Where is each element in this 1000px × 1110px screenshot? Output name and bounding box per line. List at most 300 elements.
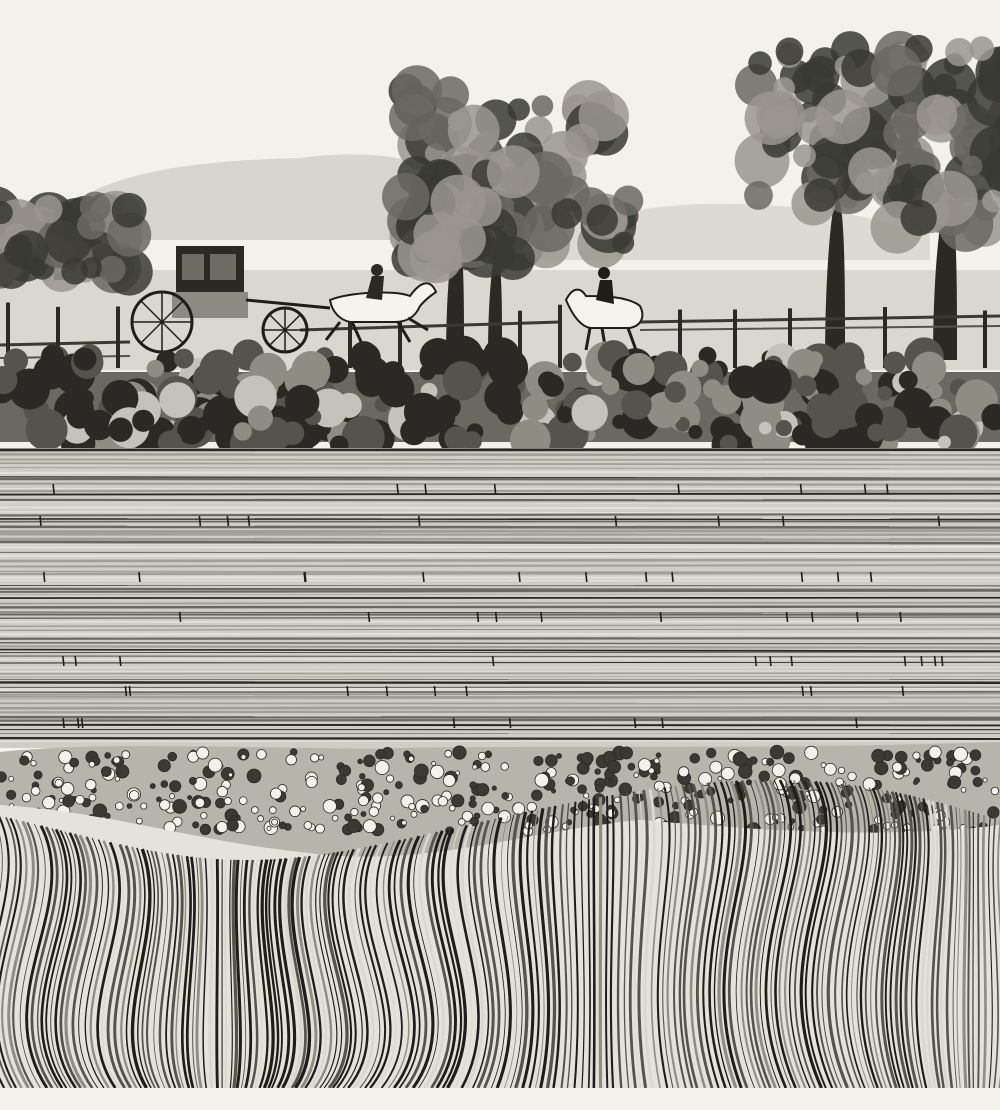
hedge-bush <box>108 418 132 442</box>
pebble <box>838 767 845 774</box>
strata-line <box>0 717 1000 718</box>
pebble <box>358 759 363 764</box>
hedge-bush <box>557 406 574 423</box>
foliage-clump <box>745 91 799 145</box>
pebble <box>115 802 123 810</box>
foliage-clump <box>900 200 936 236</box>
pebble <box>43 796 55 808</box>
strata-line <box>0 494 1000 495</box>
pebble <box>195 798 205 808</box>
strata-joint <box>510 718 511 728</box>
pebble <box>443 774 455 786</box>
pebble <box>241 754 246 759</box>
pebble <box>141 803 147 809</box>
pebble <box>358 784 365 791</box>
hedge-bush <box>776 420 792 436</box>
pebble <box>160 800 170 810</box>
pebble <box>347 819 360 832</box>
strata-joint <box>802 686 803 696</box>
hedge-bush <box>571 394 607 430</box>
foliage-clump <box>744 181 773 210</box>
pebble <box>983 778 987 782</box>
hedge-bush <box>623 391 652 420</box>
pebble <box>783 753 794 764</box>
strata-joint <box>938 516 939 526</box>
foliage-clump <box>848 147 894 193</box>
pebble <box>973 777 982 786</box>
hedge-bush <box>337 393 362 418</box>
strata-joint <box>466 686 467 696</box>
strata-joint <box>454 718 455 728</box>
pebble <box>129 791 139 801</box>
pebble <box>595 784 603 792</box>
hedge-bush <box>422 399 442 419</box>
pebble <box>311 754 319 762</box>
pebble <box>656 769 661 774</box>
pebble <box>257 816 263 822</box>
strata-joint <box>887 484 888 494</box>
pebble <box>608 779 612 783</box>
pebble <box>432 761 436 765</box>
pebble <box>189 777 196 784</box>
pebble <box>247 769 261 783</box>
pebble <box>75 795 84 804</box>
pebble <box>482 802 495 815</box>
pebble <box>170 794 175 799</box>
pebble <box>929 746 941 758</box>
foliage-clump <box>962 155 983 176</box>
pebble <box>458 819 465 826</box>
pebble <box>34 771 42 779</box>
strata-joint <box>755 656 756 666</box>
hedge-bush <box>877 386 892 401</box>
pebble <box>20 756 29 765</box>
hedge-bush <box>538 371 557 390</box>
strata-joint <box>811 686 812 696</box>
strata-joint <box>783 516 784 526</box>
pebble <box>532 790 543 801</box>
hedge-bush <box>883 351 906 374</box>
pebble <box>197 747 209 759</box>
pebble <box>848 772 857 781</box>
pebble <box>948 776 961 789</box>
strata-joint <box>662 718 663 728</box>
foliage-clump <box>112 193 147 228</box>
pebble <box>474 813 480 819</box>
pebble <box>86 779 97 790</box>
strata-joint <box>368 612 369 622</box>
pebble <box>251 807 258 814</box>
strata-line <box>0 671 1000 672</box>
pebble <box>402 820 407 825</box>
strata-joint <box>865 484 866 494</box>
strata-joint <box>120 656 121 666</box>
pebble <box>409 803 416 810</box>
pebble <box>304 822 312 830</box>
pebble <box>501 763 509 771</box>
foliage-clump <box>776 38 804 66</box>
foliage-clump <box>748 51 772 75</box>
strata-line <box>0 507 1000 508</box>
hedge-bush <box>443 361 482 400</box>
strata-joint <box>434 686 435 696</box>
pebble <box>271 819 277 825</box>
hedge-bush <box>602 377 620 395</box>
hedge-bush <box>795 375 816 396</box>
pebble <box>361 812 366 817</box>
pebble <box>445 750 452 757</box>
hedge-bush <box>688 425 702 439</box>
foliage-clump <box>579 91 629 141</box>
pebble <box>173 799 187 813</box>
pebble <box>872 749 885 762</box>
hedge-bush <box>356 366 387 397</box>
pebble <box>89 794 96 801</box>
pebble <box>921 759 933 771</box>
hedge-bush <box>563 353 582 372</box>
hedge-bush <box>807 351 824 368</box>
pebble <box>895 751 907 763</box>
pebble <box>105 752 111 758</box>
hedge-bush <box>759 422 772 435</box>
pebble <box>805 746 818 759</box>
foliage-clump <box>389 94 436 141</box>
pebble <box>336 775 346 785</box>
pebble <box>384 790 389 795</box>
hedge-bush <box>147 360 165 378</box>
folded-strata-line <box>978 813 979 1088</box>
pebble <box>363 820 376 833</box>
pebble <box>369 807 379 817</box>
strata-joint <box>787 612 788 622</box>
pebble <box>476 784 488 796</box>
strata-joint <box>419 516 420 526</box>
pebble <box>208 758 222 772</box>
pebble <box>470 782 477 789</box>
foliage-clump <box>487 145 540 198</box>
foliage-clump <box>99 256 126 283</box>
strata-joint <box>770 656 771 666</box>
pebble <box>502 793 509 800</box>
strata-joint <box>82 718 83 728</box>
foliage-clump <box>77 211 105 239</box>
strata-joint <box>921 656 922 666</box>
pebble <box>193 822 199 828</box>
pebble <box>961 787 966 792</box>
foliage-clump <box>871 45 922 96</box>
pebble <box>239 797 247 805</box>
strata-joint <box>347 686 348 696</box>
strata-line <box>0 692 1000 693</box>
pebble <box>156 797 161 802</box>
pebble <box>535 773 549 787</box>
hedge-bush <box>867 424 885 442</box>
hedge-bush <box>665 381 686 402</box>
strata-joint <box>660 612 661 622</box>
pebble <box>395 782 402 789</box>
pebble <box>279 822 286 829</box>
pebble <box>438 797 448 807</box>
folded-strata-line <box>217 859 218 1088</box>
strata-joint <box>139 572 140 582</box>
pebble <box>351 808 358 815</box>
pebble <box>988 807 999 818</box>
pebble <box>991 787 998 794</box>
strata-joint <box>78 718 79 728</box>
strata-joint <box>63 656 64 666</box>
strata-line <box>0 607 1000 608</box>
hedge-bush <box>197 417 211 431</box>
pebble <box>587 810 594 817</box>
pebble <box>31 787 40 796</box>
strata-joint <box>129 686 130 696</box>
strata-joint <box>425 484 426 494</box>
strata-joint <box>801 484 802 494</box>
pebble <box>0 772 6 782</box>
pebble <box>971 766 980 775</box>
pebble <box>301 806 306 811</box>
pebble <box>323 800 336 813</box>
foliage-clump <box>917 95 958 136</box>
strata-joint <box>900 612 901 622</box>
strata-joint <box>248 516 249 526</box>
hedge-bush <box>67 403 92 428</box>
strata-joint <box>397 484 398 494</box>
pebble <box>546 755 558 767</box>
foliage-clump <box>612 232 634 254</box>
strata-joint <box>615 516 616 526</box>
pebble <box>710 761 722 773</box>
hedge-bush <box>73 348 96 371</box>
pebble <box>286 754 297 765</box>
pebble <box>31 760 37 766</box>
pebble <box>869 824 878 833</box>
pebble <box>270 788 281 799</box>
hedge-bush <box>703 379 722 398</box>
pebble <box>634 773 639 778</box>
strata-joint <box>53 484 54 494</box>
strata-line <box>0 711 1000 712</box>
pebble <box>101 767 111 777</box>
pebble <box>170 781 181 792</box>
strata-line <box>0 454 1000 455</box>
strata-line <box>0 542 1000 543</box>
pebble <box>113 757 120 764</box>
hedge-bush <box>856 369 872 385</box>
pebble <box>7 790 16 799</box>
pebble <box>913 780 917 784</box>
pebble <box>654 758 659 763</box>
pebble <box>228 773 232 777</box>
strata-joint <box>586 572 587 582</box>
foliage-clump <box>439 216 486 263</box>
foliage-clump <box>61 258 88 285</box>
strata-joint <box>942 656 943 666</box>
pebble <box>375 761 389 775</box>
pebble <box>608 760 621 773</box>
pebble <box>892 762 902 772</box>
pebble <box>345 814 352 821</box>
strata-line <box>0 720 1000 721</box>
pebble <box>595 769 601 775</box>
pebble <box>122 751 130 759</box>
pebble <box>63 795 75 807</box>
pebble <box>168 752 177 761</box>
strata-line <box>0 519 1000 520</box>
hedge-bush <box>174 349 194 369</box>
foliage-clump <box>883 116 919 152</box>
strata-joint <box>227 516 228 526</box>
pebble <box>492 786 496 790</box>
foliage-clump <box>587 204 618 235</box>
horizontal-strata <box>0 448 1000 748</box>
hedge-bush <box>26 409 68 451</box>
pebble <box>481 763 490 772</box>
hedge-bush <box>400 418 428 446</box>
hedge-bush <box>483 337 520 374</box>
pebble <box>567 777 575 785</box>
foliage-clump <box>969 36 994 61</box>
strata-joint <box>493 656 494 666</box>
pebble <box>267 826 271 830</box>
pebble <box>216 821 227 832</box>
foliage-clump <box>508 98 530 120</box>
pebble <box>733 752 747 766</box>
strata-line <box>0 527 1000 528</box>
hedge-bush <box>15 384 35 404</box>
strata-line <box>0 738 1000 739</box>
pebble <box>116 765 129 778</box>
strata-joint <box>423 572 424 582</box>
pebble <box>430 765 443 778</box>
pebble <box>332 815 338 821</box>
pebble <box>557 754 562 759</box>
pebble <box>373 793 383 803</box>
pebble <box>628 763 635 770</box>
pebble <box>150 784 155 789</box>
strata-joint <box>904 656 905 666</box>
strata-joint <box>541 612 542 622</box>
pebble <box>954 747 968 761</box>
foliage-clump <box>933 73 957 97</box>
foliage-clump <box>532 95 554 117</box>
hedge-bush <box>444 426 469 451</box>
pebble <box>452 795 464 807</box>
strata-joint <box>180 612 181 622</box>
pebble <box>115 777 120 782</box>
pebble <box>513 803 525 815</box>
pebble <box>188 796 192 800</box>
pebble <box>706 748 715 757</box>
pebble <box>201 812 207 818</box>
pebble <box>224 797 231 804</box>
foliage-clump <box>448 111 469 132</box>
pebble <box>269 807 276 814</box>
strata-joint <box>871 572 872 582</box>
strata-joint <box>496 612 497 622</box>
pebble <box>770 745 784 759</box>
pebble <box>654 781 664 791</box>
pebble <box>55 779 63 787</box>
pebble <box>217 786 228 797</box>
pebble <box>551 789 555 793</box>
strata-joint <box>857 612 858 622</box>
strata-line <box>0 500 1000 501</box>
pebble <box>584 793 589 798</box>
pebble <box>306 776 317 787</box>
foliage-clump <box>613 185 643 215</box>
pebble <box>470 796 475 801</box>
foliage-clump <box>34 195 62 223</box>
pebble <box>581 752 593 764</box>
hedge-bush <box>792 424 813 445</box>
hedge-bush <box>938 436 951 449</box>
pebble <box>620 747 632 759</box>
pebble <box>360 774 366 780</box>
hedge-bush <box>748 360 792 404</box>
folded-strata-line <box>594 798 595 1088</box>
hedge-bush <box>497 398 524 425</box>
foliage-clump <box>8 230 48 270</box>
pebble <box>738 765 752 779</box>
strata-joint <box>838 572 839 582</box>
pebble <box>875 761 888 774</box>
strata-line <box>0 539 1000 540</box>
strata-line <box>0 514 1000 515</box>
hedge-bush <box>132 410 154 432</box>
strata-joint <box>75 656 76 666</box>
strata-joint <box>519 572 520 582</box>
pebble <box>690 754 700 764</box>
hedge-bush <box>285 385 320 420</box>
strata-joint <box>856 718 857 728</box>
pebble <box>824 763 836 775</box>
strata-joint <box>40 516 41 526</box>
strata-joint <box>199 516 200 526</box>
pebble <box>619 783 632 796</box>
hedge-bush <box>193 363 225 395</box>
hedge-bush <box>159 382 195 418</box>
strata-line <box>0 708 1000 709</box>
pebble <box>257 750 267 760</box>
pebble <box>767 758 774 765</box>
strata-line <box>0 646 1000 647</box>
pebble <box>319 755 324 760</box>
foliage-clump <box>793 144 816 167</box>
strata-line <box>0 589 1000 590</box>
pebble <box>411 811 417 817</box>
pebble <box>227 820 238 831</box>
strata-line <box>0 697 1000 698</box>
pebble <box>376 749 386 759</box>
strata-line <box>0 673 1000 674</box>
pebble <box>89 761 95 767</box>
strata-joint <box>801 572 802 582</box>
pebble <box>290 806 301 817</box>
pebble <box>913 752 920 759</box>
strata-line <box>0 725 1000 726</box>
strata-line <box>0 591 1000 592</box>
pebble <box>970 750 981 761</box>
pebble <box>414 764 428 778</box>
pebble <box>364 755 376 767</box>
pebble <box>654 797 664 807</box>
hedge-bush <box>691 360 708 377</box>
pebble <box>578 785 587 794</box>
hedge-bush <box>41 345 64 368</box>
pebble <box>386 775 393 782</box>
strata-joint <box>672 572 673 582</box>
